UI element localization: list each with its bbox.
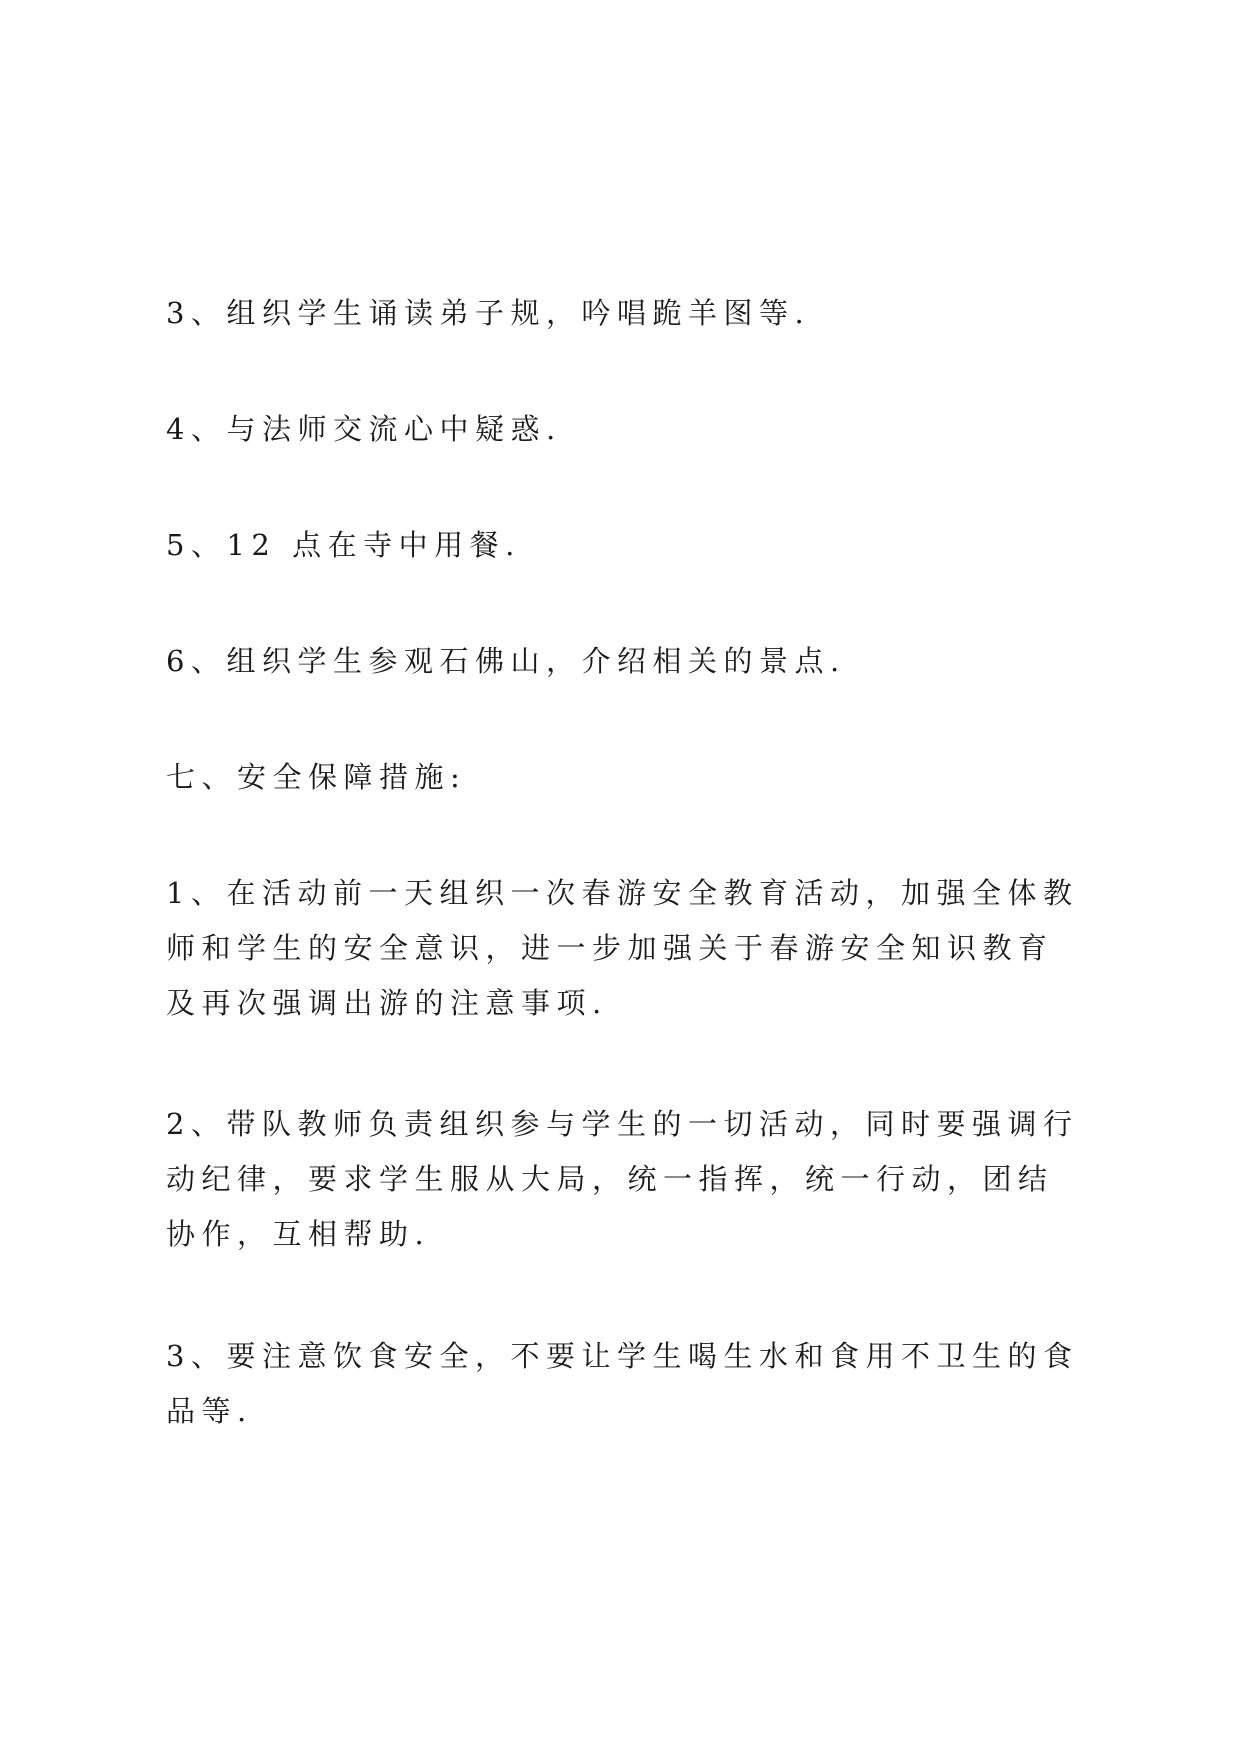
paragraph-item-6-visit: 6、组织学生参观石佛山，介绍相关的景点. [166, 644, 846, 678]
paragraph-item-4-exchange: 4、与法师交流心中疑惑. [166, 412, 562, 446]
section-heading-safety-measures: 七、安全保障措施: [166, 760, 467, 794]
paragraph-safety-1: 1、在活动前一天组织一次春游安全教育活动，加强全体教师和学生的安全意识，进一步加强关于春游安全知识教育及再次强调出游的注意事项. [166, 876, 1079, 1020]
paragraph-safety-3: 3、要注意饮食安全，不要让学生喝生水和食用不卫生的食品等. [166, 1339, 1079, 1428]
paragraph-item-3-recitation: 3、组织学生诵读弟子规，吟唱跪羊图等. [166, 296, 811, 330]
paragraph-item-5-lunch: 5、12 点在寺中用餐. [166, 528, 521, 562]
paragraph-safety-2: 2、带队教师负责组织参与学生的一切活动，同时要强调行动纪律，要求学生服从大局，统一指挥，统一行动，团结协作，互相帮助. [166, 1107, 1079, 1251]
